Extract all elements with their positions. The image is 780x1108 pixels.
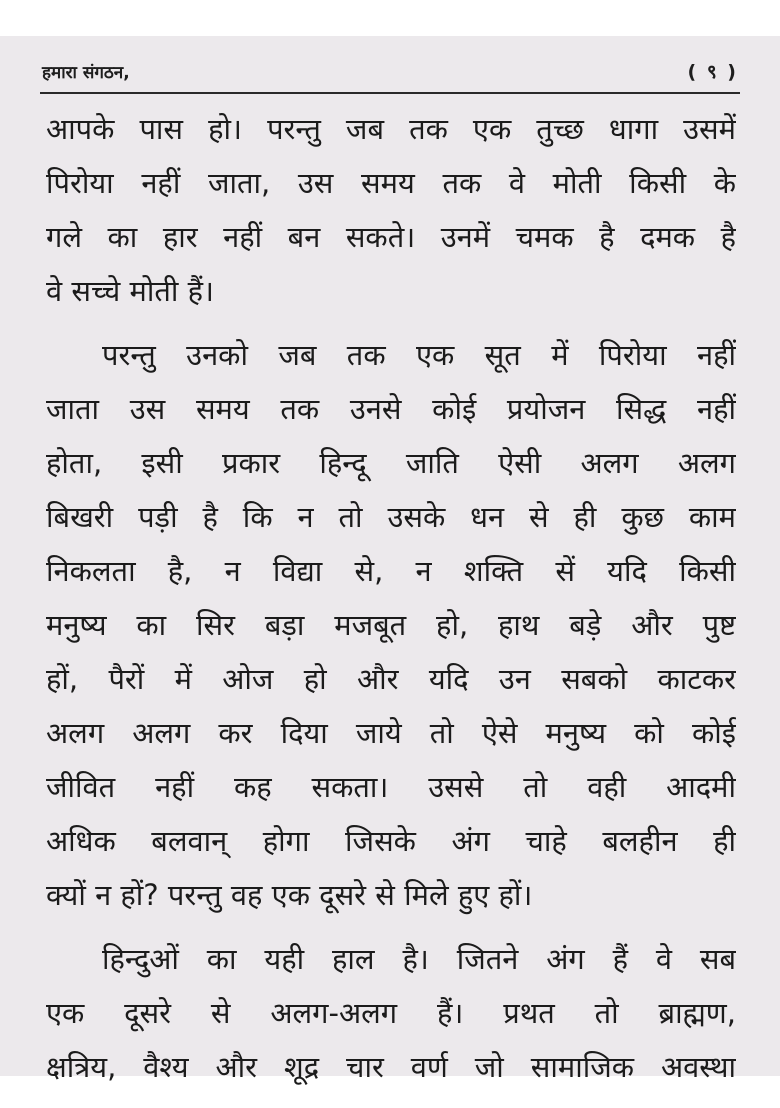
text-line: जीवित नहीं कह सकता। उससे तो वही आदमी	[46, 770, 736, 804]
text-line: अलग अलग कर दिया जाये तो ऐसे मनुष्य को कोई	[46, 716, 736, 750]
text-line: गले का हार नहीं बन सकते। उनमें चमक है दमक है	[46, 220, 736, 254]
body-text	[46, 102, 736, 1094]
text-line: आपके पास हो। परन्तु जब तक एक तुच्छ धागा उसमें	[46, 112, 736, 146]
text-line: क्यों न हों? परन्तु वह एक दूसरे से मिले हुए हों।	[46, 878, 533, 912]
text-line: बिखरी पड़ी है कि न तो उसके धन से ही कुछ काम	[46, 500, 736, 534]
running-head: हमारा संगठन,	[42, 63, 130, 83]
text-line: मनुष्य का सिर बड़ा मजबूत हो, हाथ बड़े और पुष्ट	[46, 608, 736, 642]
text-line: होता, इसी प्रकार हिन्दू जाति ऐसी अलग अलग	[46, 446, 736, 480]
text-line: परन्तु उनको जब तक एक सूत में पिरोया नहीं	[102, 338, 736, 372]
text-line: निकलता है, न विद्या से, न शक्ति सें यदि किसी	[46, 554, 736, 588]
text-line: अधिक बलवान् होगा जिसके अंग चाहे बलहीन ही	[46, 824, 736, 858]
text-line: क्षत्रिय, वैश्य और शूद्र चार वर्ण जो सामाजिक अवस्था	[46, 1050, 736, 1084]
text-line: एक दूसरे से अलग-अलग हैं। प्रथत तो ब्राह्मण,	[46, 996, 736, 1030]
text-line: वे सच्चे मोती हैं।	[46, 274, 215, 308]
paragraph-2	[46, 328, 736, 922]
text-line: पिरोया नहीं जाता, उस समय तक वे मोती किसी के	[46, 166, 736, 200]
text-line: हों, पैरों में ओज हो और यदि उन सबको काटकर	[46, 662, 736, 696]
page-header	[40, 58, 740, 94]
book-page	[0, 36, 780, 1084]
paragraph-1	[46, 102, 736, 318]
paragraph-3	[46, 932, 736, 1094]
text-line: हिन्दुओं का यही हाल है। जितने अंग हैं वे सब	[102, 942, 736, 976]
text-line: जाता उस समय तक उनसे कोई प्रयोजन सिद्ध नहीं	[46, 392, 736, 426]
page-number: ( ९ )	[687, 61, 738, 83]
